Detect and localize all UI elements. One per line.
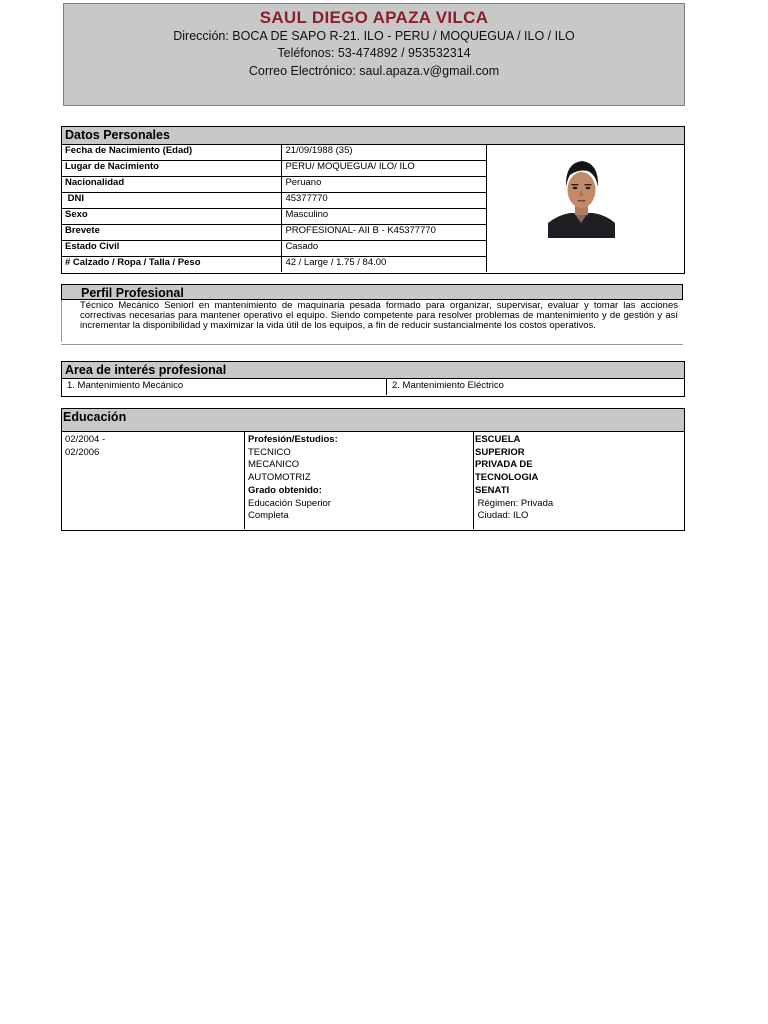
row-label: # Calzado / Ropa / Talla / Peso [62,257,282,273]
personal-data-table [62,145,487,272]
education-dates [62,432,245,529]
table-row [62,225,487,241]
date-end: 02/2006 [65,446,100,458]
school-line: ESCUELA [475,434,521,445]
degree-label: Grado obtenido: [248,484,322,496]
education-school [474,432,684,529]
table-row [62,161,487,177]
interest-item: 1. Mantenimiento Mecánico [62,379,387,395]
profile-section [61,284,683,345]
personal-data-section [61,126,685,274]
row-value: Peruano [282,177,487,193]
row-label: Fecha de Nacimiento (Edad) [62,145,282,161]
row-value: Masculino [282,209,487,225]
table-row [62,177,487,193]
school-city: Ciudad: ILO [475,510,529,522]
school-line: SUPERIOR [475,446,525,458]
degree-line: Educación Superior [248,497,331,509]
interest-row [62,379,684,395]
row-value: 21/09/1988 (35) [282,145,487,161]
personal-data-title: Datos Personales [62,127,684,145]
row-label: Sexo [62,209,282,225]
education-row [62,432,684,529]
row-value: Casado [282,241,487,257]
interest-item: 2. Mantenimiento Eléctrico [392,380,504,391]
table-row [62,145,487,161]
row-label: DNI [62,193,282,209]
table-row [62,193,487,209]
row-value: 45377770 [282,193,487,209]
interest-section [61,361,685,397]
table-row [62,257,487,273]
date-start: 02/2004 - [65,434,106,445]
school-line: TECNOLOGIA [475,472,539,484]
studies-line: TECNICO [248,446,291,458]
studies-line: AUTOMOTRIZ [248,472,311,484]
cv-header [63,3,685,106]
phones-line: Teléfonos: 53-474892 / 953532314 [277,46,471,60]
studies-label: Profesión/Estudios: [248,434,338,445]
school-line: PRIVADA DE [475,459,533,471]
email-line: Correo Electrónico: saul.apaza.v@gmail.com [248,64,500,78]
row-value: 42 / Large / 1.75 / 84.00 [282,257,487,273]
table-row [62,209,487,225]
row-label: Lugar de Nacimiento [62,161,282,177]
profile-text: Técnico Mecánico Seniorl en mantenimiento de maquinaria pesada formado para organizar, supervisar, evaluar y tomar las acciones correctivas necesarias para mantener operativo el equipo. Siendo competente para resolver problemas de mantenimiento y de gestión y así incrementar la disponibilidad y maximizar la vida útil de los equipos, a fin de reducir sustancialmente los costos operativos. [61,300,683,342]
interest-title: Area de interés profesional [62,362,684,379]
school-regime: Régimen: Privada [475,497,554,509]
candidate-name: SAUL DIEGO APAZA VILCA [259,8,489,27]
row-value: PERU/ MOQUEGUA/ ILO/ ILO [282,161,487,177]
degree-line: Completa [248,510,289,522]
address-line: Dirección: BOCA DE SAPO R-21. ILO - PERU / MOQUEGUA / ILO / ILO [173,29,575,43]
profile-photo [548,157,615,238]
education-section [61,408,685,531]
education-studies [245,432,474,529]
row-label: Estado Civil [62,241,282,257]
studies-line: MECANICO [248,459,300,471]
profile-title: Perfil Profesional [61,284,683,300]
row-label: Nacionalidad [62,177,282,193]
school-line: SENATI [475,484,510,496]
education-title: Educación [62,409,684,432]
row-label: Brevete [62,225,282,241]
row-value: PROFESIONAL- AII B - K45377770 [282,225,487,241]
table-row [62,241,487,257]
